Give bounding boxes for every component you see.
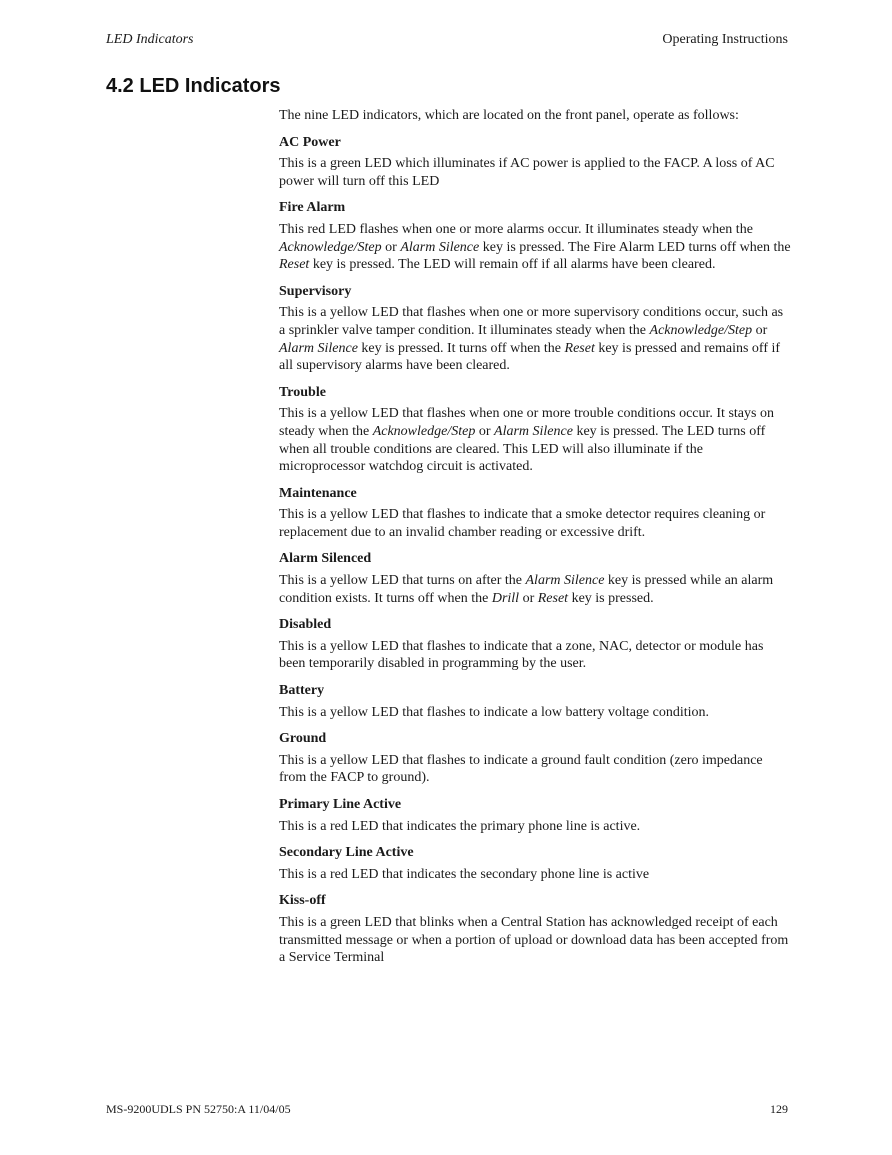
led-item [279,616,791,673]
led-item [279,199,791,273]
led-description [279,752,791,787]
description-text: or [519,590,538,606]
led-name: Alarm Silenced [279,551,372,567]
intro-paragraph: The nine LED indicators, which are located on the front panel, operate as follows: [279,108,739,123]
led-item [279,384,791,476]
led-name: Disabled [279,617,332,633]
led-name: Battery [279,683,325,699]
description-text: key is pressed. The LED will remain off if all alarms have been cleared. [309,257,716,273]
key-name-italic: Acknowledge/Step [649,322,753,338]
key-name-italic: Alarm Silence [494,423,573,439]
led-description [279,304,791,374]
key-name-italic: Reset [537,590,569,606]
description-text: This is a yellow LED that flashes to indicate a ground fault condition (zero impedance from the FACP to ground). [279,752,763,786]
led-list [279,134,791,967]
key-name-italic: Reset [279,257,310,273]
description-text: This is a yellow LED that flashes to indicate a low battery voltage condition. [279,704,710,720]
key-name-italic: Reset [564,340,595,356]
description-text: This is a red LED that indicates the primary phone line is active. [279,818,641,834]
led-item [279,892,791,966]
led-item [279,844,791,883]
description-text: This is a green LED that blinks when a Central Station has acknowledged receipt of each transmitted message or when a portion of upload or download data has been accepted from a Service Terminal [279,914,789,966]
description-text: or [752,322,768,338]
led-description [279,155,791,190]
description-text: key is pressed. The LED turns off when all trouble conditions are cleared. This LED will also illuminate if the microprocessor watchdog circuit is activated. [279,423,766,475]
led-description [279,572,791,607]
led-name: Primary Line Active [279,797,402,812]
description-text: key is pressed. It turns off when the [357,340,565,356]
description-text: This is a yellow LED that flashes to indicate that a zone, NAC, detector or module has been temporarily disabled in programming by the user. [279,638,764,672]
led-item [279,283,791,375]
led-name: Supervisory [279,283,352,299]
led-item [279,796,791,835]
led-item [279,550,791,607]
led-description [279,818,791,836]
led-item [279,730,791,787]
led-name: Maintenance [279,485,357,501]
description-text: This is a yellow LED that flashes to indicate that a smoke detector requires cleaning or replacement due to an invalid chamber reading or excessive drift. [279,507,766,540]
description-text: key is pressed. [568,590,654,606]
led-name: Trouble [279,384,326,400]
led-description [279,506,791,541]
key-name-italic: Alarm Silence [400,239,480,255]
footer-document-id: MS-9200UDLS PN 52750:A 11/04/05 [106,1102,291,1116]
description-text: key is pressed while an alarm condition exists. It turns off when the [279,573,774,606]
key-name-italic: Alarm Silence [279,340,358,356]
key-name-italic: Acknowledge/Step [372,423,476,439]
key-name-italic: Alarm Silence [525,573,605,589]
header-chapter-title: LED Indicators [106,32,194,47]
header-section-name: Operating Instructions [662,32,788,47]
key-name-italic: Acknowledge/Step [279,239,382,255]
led-description [279,405,791,475]
led-item [279,134,791,191]
description-text: This is a yellow LED that flashes when one or more trouble conditions occur. It stays on steady when the [279,406,774,439]
led-name: Fire Alarm [279,200,346,216]
body-column [279,107,791,976]
led-name: Ground [279,731,327,747]
led-description [279,704,791,722]
led-name: AC Power [279,134,341,150]
key-name-italic: Drill [491,590,520,606]
description-text: This is a yellow LED that flashes when one or more supervisory conditions occur, such as a sprinkler valve tamper condition. It illuminates steady when the [279,305,784,338]
section-title: 4.2 LED Indicators [106,75,281,97]
led-name: Secondary Line Active [279,845,414,861]
description-text: or [381,239,401,255]
description-text: This is a yellow LED that turns on after the [279,573,526,589]
description-text: key is pressed. The Fire Alarm LED turns off when the [479,239,791,255]
description-text: This is a red LED that indicates the secondary phone line is active [279,866,650,882]
led-description [279,221,791,274]
description-text: or [475,423,495,439]
description-text: This is a green LED which illuminates if AC power is applied to the FACP. A loss of AC power will turn off this LED [279,156,775,189]
led-item [279,485,791,542]
led-description [279,866,791,884]
page-number: 129 [770,1102,788,1116]
description-text: This red LED flashes when one or more alarms occur. It illuminates steady when the [279,221,753,237]
led-description [279,914,791,967]
led-name: Kiss-off [279,893,326,909]
description-text: key is pressed and remains off if all supervisory alarms have been cleared. [279,340,781,374]
led-item [279,682,791,721]
led-description [279,638,791,673]
